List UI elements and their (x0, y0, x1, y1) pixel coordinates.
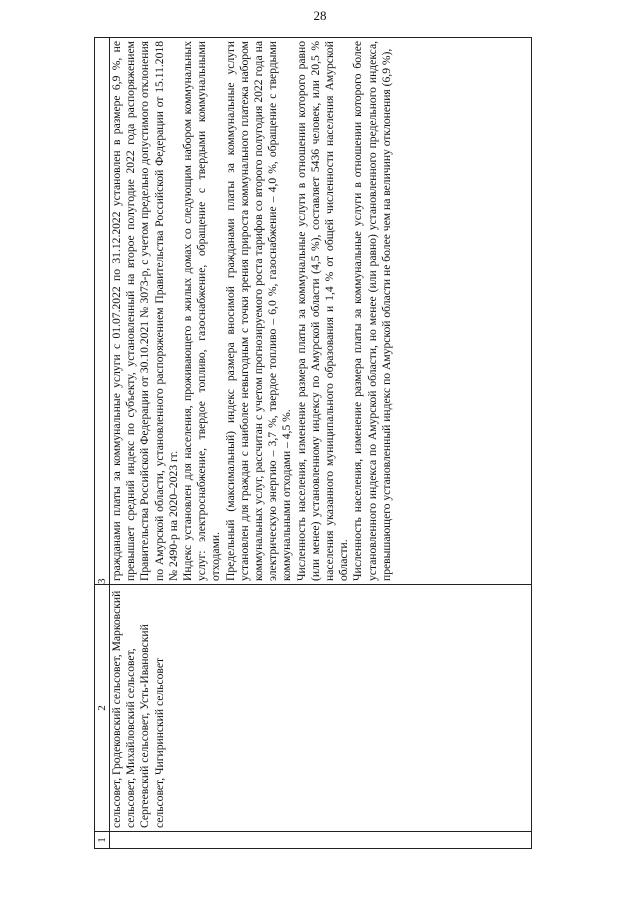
page-number: 28 (313, 8, 327, 23)
paragraph-population-below: Численность населения, изменение размера платы за коммунальные услуги в отношении которого равно (или менее) установленному индексу по Амурской области (4,5 %), составляет 5436 человек, или 20,5 % населения указанного муниципального образования и 1,4 % от общей численности населения Амурской области. (294, 41, 351, 581)
table-header-row (95, 38, 110, 849)
data-table (94, 37, 532, 849)
rotated-table-region (94, 37, 532, 849)
paragraph-population-between: Численность населения, изменение размера платы за коммунальные услуги в отношении которого более установленного индекса по Амурской области, но менее (или равно) установленного предельного индекса, превышающего установленный индекс по Амурской области не более чем на величину отклонения (6,9 %), (351, 41, 393, 581)
paragraph-max-index: Предельный (максимальный) индекс размера вносимой гражданами платы за коммунальные услуги установлен для граждан с наиболее невыгодным с точки зрения прироста коммунального платежа набором коммунальных услуг, рассчитан с учетом прогнозируемого роста тарифов со второго полугодия 2022 года на электрическую энергию – 3,7 %, твердое топливо – 6,0 %, газоснабжение – 4,0 %, обращение с твердыми коммунальными отходами – 4,5 %. (223, 41, 294, 581)
cell-col1 (110, 832, 532, 849)
paragraph-index-value: гражданами платы за коммунальные услуги с 01.07.2022 по 31.12.2022 установлен в размере 6,9 %, не превышает средний индекс по субъекту, установленный на второе полугодие 2022 года распоряжением Правительства Российской Федерации от 30.10.2021 № 3073-р, с учетом предельно допустимого отклонения по Амурской области, установленного распоряжением Правительства Российской Федерации от 15.11.2018 № 2490-р на 2020–2023 гг. (110, 41, 180, 581)
cell-description (110, 38, 532, 585)
column-header-2: 2 (95, 585, 110, 832)
cell-municipalities: сельсовет, Гродековский сельсовет, Марковский сельсовет, Михайловский сельсовет, Сергеевский сельсовет, Усть-Ивановский сельсовет, Чигиринский сельсовет (110, 585, 532, 832)
landscape-sheet (94, 37, 532, 849)
table-row (110, 38, 532, 849)
column-header-3: 3 (95, 38, 110, 585)
column-header-1: 1 (95, 832, 110, 849)
paragraph-services-set: Индекс установлен для населения, проживающего в жилых домах со следующим набором коммунальных услуг: электроснабжение, твердое топливо, газоснабжение, обращение с твердыми коммунальными отходами. (181, 41, 223, 581)
